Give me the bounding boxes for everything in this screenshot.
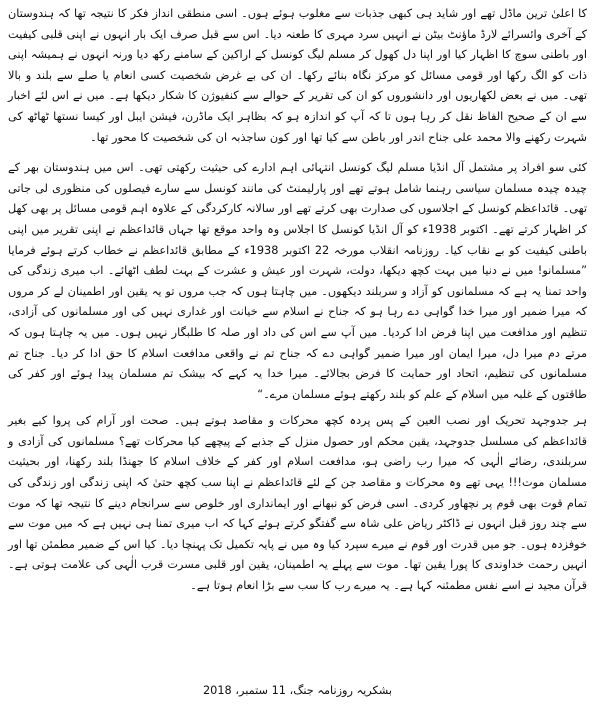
article-paragraph-2: کئی سو افراد پر مشتمل آل انڈیا مسلم لیگ کونسل انتہائی اہم ادارے کی حیثیت رکھتی تھی۔ اس میں ہندوستان بھر کے چیدہ چیدہ مسلمان سیاسی رہنما شامل ہوتے تھے اور پارلیمنٹ کی مانند کونسل سے سارے فیصلوں کی منظوری لی جاتی تھی۔ قائداعظم کونسل کے اجلاسوں کی صدارت بھی کرتے تھے اور سالانہ کارکردگی کے علاوہ اہم قومی مسائل پر بھی کھل کر اظہار کرتے تھے۔ اکتوبر 1938ء کو آل انڈیا کونسل کا اجلاس وہ واحد موقع تھا جہاں قائداعظم نے اپنی تقریر میں اپنی باطنی کیفیت کو بے نقاب کیا۔ روزنامہ انقلاب مورخہ 22 اکتوبر 1938ء کے مطابق قائداعظم نے خطاب کرتے ہوئے فرمایا ”مسلمانو! میں نے دنیا میں بہت کچھ دیکھا، دولت، شہرت اور عیش و عشرت کے بہت لطف اٹھائے۔ اب میری زندگی کی واحد تمنا یہ ہے کہ مسلمانوں کو آزاد و سربلند دیکھوں۔ میں چاہتا ہوں کہ جب مروں تو یہ یقین اور اطمینان لے کر مروں کہ میرا ضمیر اور میرا خدا گواہی دے رہا ہو کہ جناح نے اسلام سے خیانت اور غداری نہیں کی اور مسلمانوں کی آزادی، تنظیم اور مدافعت میں اپنا فرض ادا کردیا۔ میں آپ سے اس کی داد اور صلہ کا طلبگار نہیں ہوں۔ میں یہ چاہتا ہوں کہ مرتے دم میرا دل، میرا ایمان اور میرا ضمیر گواہی دے کہ جناح تم نے واقعی مدافعت اسلام کا حق ادا کر دیا۔ جناح تم مسلمانوں کی تنظیم، اتحاد اور حمایت کا فرض بجالائے۔ میرا خدا یہ کہے کہ بیشک تم مسلمان پیدا ہوئے اور کفر کی طاقتوں کے غلبہ میں اسلام کے علم کو بلند رکھتے ہوئے مسلمان مرے۔“ [8, 161, 587, 401]
article-paragraph-1: کا اعلیٰ ترین ماڈل تھے اور شاید ہی کبھی جذبات سے مغلوب ہوئے ہوں۔ اسی منطقی انداز فکر کا نتیجہ تھا کہ ہندوستان کے آخری وائسرائے لارڈ ماؤنٹ بیٹن نے انہیں سرد مہری کا طعنہ دیا۔ اس سے قبل صرف ایک بار انہوں نے اپنی قلبی کیفیت اور باطنی سوچ کا اظہار کیا اور اپنا دل کھول کر مسلم لیگ کونسل کے اراکین کے سامنے رکھ دیا ورنہ انہوں نے ہمیشہ اپنی ذات کو الگ رکھا اور قومی مسائل کو مرکز نگاہ بنائے رکھا۔ ان کی بے غرض شخصیت کسی انعام یا صلے سے بلند و بالا تھی۔ میں نے بعض لکھاریوں اور دانشوروں کو ان کی تقریر کے حوالے سے کنفیوژن کا شکار دیکھا ہے۔ میں نے اس لئے اخبار سے ان کے صحیح الفاظ نقل کر رہا ہوں تا کہ آپ کو اندازہ ہو کہ بظاہر ایک ماڈرن، فیشن ایبل اور کیسا نستھا ٹھاٹھ کی شہرت رکھنے والا محمد علی جناح اندر اور باطن سے کیا تھا اور کون ساجذبہ ان کی شخصیت کا محور تھا۔ [8, 7, 587, 144]
article-paragraph-3: ہر جدوجہد تحریک اور نصب العین کے پس پردہ کچھ محرکات و مقاصد ہوتے ہیں۔ صحت اور آرام کی پروا کیے بغیر قائداعظم کی مسلسل جدوجہد، یقین محکم اور حصول منزل کے جذبے کے پیچھے کیا محرکات تھے؟ مسلمانوں کی آزادی و سربلندی، رضائے الٰہی کہ میرا رب راضی ہو، مدافعت اسلام اور کفر کے خلاف اسلام کا جھنڈا بلند رکھنا، اور بحیثیت مسلمان موت!!! یہی تھے وہ محرکات و مقاصد جن کے لئے قائداعظم نے اپنا سب کچھ حتیٰ کہ اپنی زندگی اور زندگی کی تمام قوت بھی قوم پر نچھاور کردی۔ اسی فرض کو نبھانے اور ایمانداری اور خلوص سے سرانجام دینے کا نتیجہ تھا کہ موت سے چند روز قبل انہوں نے ڈاکٹر ریاض علی شاہ سے گفتگو کرتے ہوئے کہا کہ اب میری تمنا ہی نہیں ہے کہ میں موت سے خوفزدہ ہوں۔ جو میں قدرت اور قوم نے میرے سپرد کیا وہ میں نے پایہ تکمیل تک پہنچا دیا۔ کیا اس کے ضمیر مطمئن تھا اور انہیں رحمت خداوندی کا پورا یقین تھا۔ موت سے پہلے یہ اطمینان، یقین اور قلبی مسرت قرب الٰہی کی علامت ہوتی ہے۔ قرآن مجید نے اسے نفس مطمئنہ کہا ہے۔ یہ میرے رب کا سب سے بڑا انعام ہوتا ہے۔ [8, 414, 587, 593]
article-body [8, 4, 587, 701]
source-credit: بشکریہ روزنامہ جنگ، 11 ستمبر، 2018 [202, 684, 393, 697]
